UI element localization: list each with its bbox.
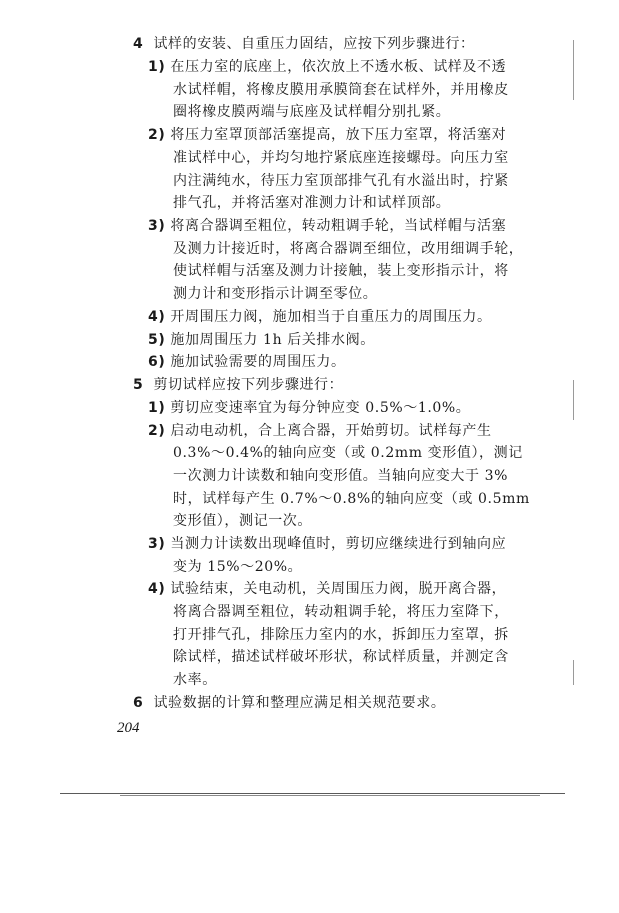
step-5-3 xyxy=(148,533,506,555)
section-text: 剪切试样应按下列步骤进行： xyxy=(153,377,344,393)
step-4-6 xyxy=(148,351,346,373)
bottom-rule xyxy=(60,793,565,794)
bottom-rule-shadow xyxy=(120,795,540,796)
step-number: 2) xyxy=(148,423,166,439)
page-edge-mark xyxy=(573,660,574,685)
step-text: 剪切应变速率宜为每分钟应变 0.5%～1.0%。 xyxy=(170,400,471,416)
step-number: 6) xyxy=(148,354,166,370)
step-text: 施加试验需要的周围压力。 xyxy=(170,354,346,370)
section-6-heading xyxy=(133,692,445,714)
step-text-line: 将离合器调至粗位，转动粗调手轮，将压力室降下， xyxy=(173,604,509,620)
step-number: 3) xyxy=(148,536,166,552)
step-text-line: 及测力计接近时，将离合器调至细位，改用细调手轮， xyxy=(173,241,524,257)
step-text-line: 圈将橡皮膜两端与底座及试样帽分别扎紧。 xyxy=(173,104,451,120)
step-text-line: 除试样，描述试样破坏形状，称试样质量，并测定含 xyxy=(173,649,509,665)
section-4-heading xyxy=(133,33,475,55)
page-number: 204 xyxy=(117,720,140,736)
section-text: 试样的安装、自重压力固结，应按下列步骤进行： xyxy=(153,36,475,52)
step-text-line: 水率。 xyxy=(173,672,217,688)
step-text-line: 时，试样每产生 0.7%～0.8%的轴向应变（或 0.5mm xyxy=(173,491,530,507)
page-edge-mark xyxy=(573,380,574,420)
step-text-line: 打开排气孔，排除压力室内的水，拆卸压力室罩，拆 xyxy=(173,627,509,643)
step-text: 将离合器调至粗位，转动粗调手轮，当试样帽与活塞 xyxy=(170,218,507,234)
step-text-line: 排气孔，并将活塞对准测力计和试样顶部。 xyxy=(173,195,451,211)
step-text: 当测力计读数出现峰值时，剪切应继续进行到轴向应 xyxy=(170,536,507,552)
section-text: 试验数据的计算和整理应满足相关规范要求。 xyxy=(153,695,446,711)
step-4-4 xyxy=(148,306,492,328)
step-text: 开周围压力阀，施加相当于自重压力的周围压力。 xyxy=(170,309,492,325)
step-text: 施加周围压力 1h 后关排水阀。 xyxy=(170,332,375,348)
step-number: 5) xyxy=(148,332,166,348)
step-text-line: 水试样帽，将橡皮膜用承膜筒套在试样外，并用橡皮 xyxy=(173,82,509,98)
step-number: 4) xyxy=(148,581,166,597)
step-4-5 xyxy=(148,329,375,351)
step-number: 1) xyxy=(148,400,166,416)
step-text: 试验结束，关电动机，关周围压力阀，脱开离合器， xyxy=(170,581,507,597)
page-edge-mark xyxy=(573,40,574,100)
step-text-line: 0.3%～0.4%的轴向应变（或 0.2mm 变形值），测记 xyxy=(173,445,523,461)
section-number: 5 xyxy=(133,377,144,393)
step-text: 在压力室的底座上，依次放上不透水板、试样及不透 xyxy=(170,59,507,75)
section-number: 4 xyxy=(133,36,144,52)
step-text-line: 使试样帽与活塞及测力计接触，装上变形指示计，将 xyxy=(173,263,509,279)
step-number: 2) xyxy=(148,127,166,143)
section-5-heading xyxy=(133,374,343,396)
section-number: 6 xyxy=(133,695,144,711)
step-number: 3) xyxy=(148,218,166,234)
step-4-3 xyxy=(148,215,506,237)
step-5-1 xyxy=(148,397,470,419)
step-number: 4) xyxy=(148,309,166,325)
step-text-line: 一次测力计读数和轴向变形值。当轴向应变大于 3% xyxy=(173,468,509,484)
step-text: 启动电动机，合上离合器，开始剪切。试样每产生 xyxy=(170,423,492,439)
step-text: 将压力室罩顶部活塞提高，放下压力室罩，将活塞对 xyxy=(170,127,507,143)
step-4-1 xyxy=(148,56,506,78)
step-5-4 xyxy=(148,578,506,600)
step-5-2 xyxy=(148,420,492,442)
step-text-line: 变形值），测记一次。 xyxy=(173,513,312,529)
step-text-line: 变为 15%～20%。 xyxy=(173,559,303,575)
step-text-line: 准试样中心，并均匀地拧紧底座连接螺母。向压力室 xyxy=(173,150,509,166)
step-4-2 xyxy=(148,124,506,146)
step-number: 1) xyxy=(148,59,166,75)
step-text-line: 内注满纯水，待压力室顶部排气孔有水溢出时，拧紧 xyxy=(173,173,509,189)
step-text-line: 测力计和变形指示计调至零位。 xyxy=(173,286,378,302)
